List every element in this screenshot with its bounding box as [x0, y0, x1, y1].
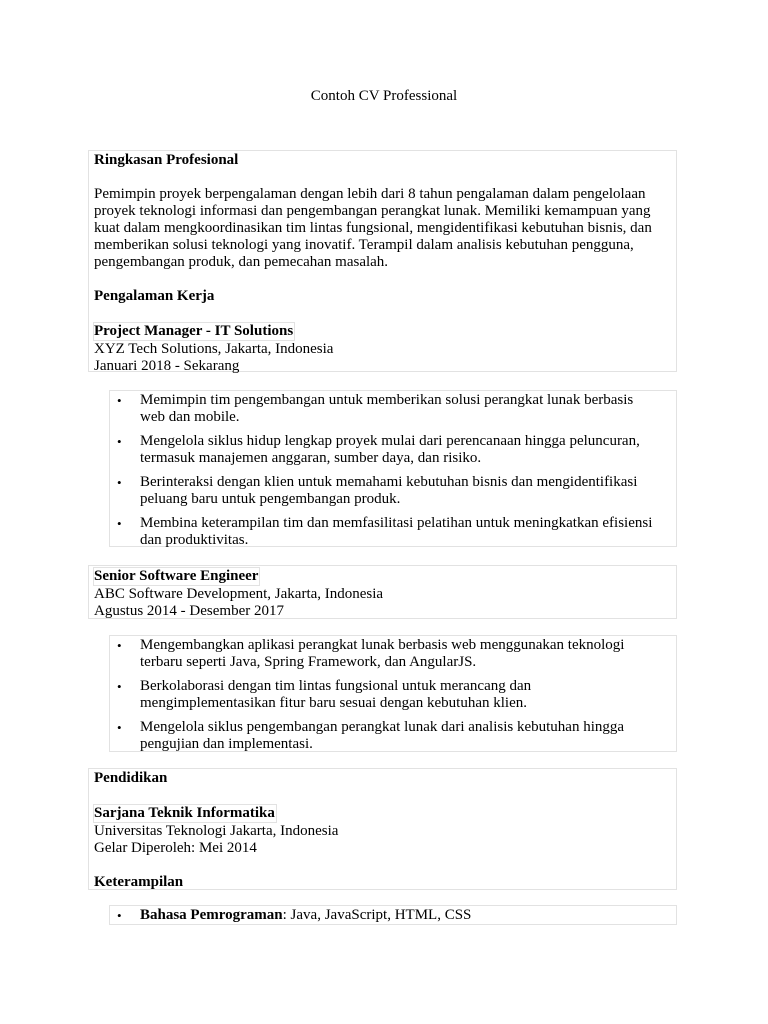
- bullet-icon: •: [117, 393, 122, 408]
- list-item-line: Mengembangkan aplikasi perangkat lunak berbasis web menggunakan teknologi: [140, 637, 625, 653]
- bullet-icon: •: [117, 434, 122, 449]
- list-item-line: terbaru seperti Java, Spring Framework, dan AngularJS.: [140, 654, 477, 670]
- job-responsibilities: [109, 390, 677, 547]
- list-item: [110, 637, 676, 671]
- school-name: Universitas Teknologi Jakarta, Indonesia: [94, 823, 339, 839]
- job-period: Agustus 2014 - Desember 2017: [94, 603, 284, 619]
- list-item-line: peluang baru untuk pengembangan produk.: [140, 491, 401, 507]
- bullet-icon: •: [117, 475, 122, 490]
- experience-heading: Pengalaman Kerja: [94, 288, 215, 304]
- job-period: Januari 2018 - Sekarang: [94, 358, 240, 374]
- bullet-icon: •: [117, 720, 122, 735]
- bullet-icon: •: [117, 516, 122, 531]
- list-item-line: web dan mobile.: [140, 409, 240, 425]
- list-item-line: Mengelola siklus hidup lengkap proyek mulai dari perencanaan hingga peluncuran,: [140, 433, 640, 449]
- summary-line: kuat dalam mengkoordinasikan tim lintas fungsional, mengidentifikasi kebutuhan bisnis, dan: [94, 220, 652, 236]
- list-item: [110, 907, 676, 924]
- graduation-date: Gelar Diperoleh: Mei 2014: [94, 840, 257, 856]
- job-company: XYZ Tech Solutions, Jakarta, Indonesia: [94, 341, 334, 357]
- degree-title: Sarjana Teknik Informatika: [94, 805, 275, 821]
- skill-value: : Java, JavaScript, HTML, CSS: [282, 907, 472, 923]
- skills-list: [109, 905, 677, 925]
- list-item: [110, 433, 676, 467]
- list-item: [110, 678, 676, 712]
- list-item-line: mengimplementasikan fitur baru sesuai dengan kebutuhan klien.: [140, 695, 527, 711]
- skills-heading: Keterampilan: [94, 874, 184, 890]
- bullet-icon: •: [117, 908, 122, 923]
- list-item-line: pengujian dan implementasi.: [140, 736, 313, 752]
- summary-line: memberikan solusi teknologi yang inovatif. Terampil dalam analisis kebutuhan pengguna,: [94, 237, 634, 253]
- summary-heading: Ringkasan Profesional: [94, 152, 239, 168]
- list-item-line: Membina keterampilan tim dan memfasilitasi pelatihan untuk meningkatkan efisiensi: [140, 515, 653, 531]
- list-item-line: Berinteraksi dengan klien untuk memahami kebutuhan bisnis dan mengidentifikasi: [140, 474, 638, 490]
- list-item-line: dan produktivitas.: [140, 532, 249, 548]
- list-item-line: Berkolaborasi dengan tim lintas fungsional untuk merancang dan: [140, 678, 532, 694]
- bullet-icon: •: [117, 638, 122, 653]
- summary-section: [88, 150, 677, 372]
- list-item: [110, 515, 676, 549]
- document-title: Contoh CV Professional: [310, 88, 458, 104]
- job-company: ABC Software Development, Jakarta, Indonesia: [94, 586, 384, 602]
- education-section: [88, 768, 677, 890]
- list-item-line: Mengelola siklus pengembangan perangkat lunak dari analisis kebutuhan hingga: [140, 719, 625, 735]
- bullet-icon: •: [117, 679, 122, 694]
- job-title: Project Manager - IT Solutions: [94, 323, 294, 339]
- job-header: [88, 565, 677, 619]
- summary-paragraph: [94, 186, 676, 271]
- summary-line: pengembangan produk, dan pemecahan masalah.: [94, 254, 389, 270]
- list-item: [110, 719, 676, 753]
- list-item: [110, 392, 676, 426]
- summary-line: Pemimpin proyek berpengalaman dengan lebih dari 8 tahun pengalaman dalam pengelolaan: [94, 186, 646, 202]
- job-title: Senior Software Engineer: [94, 568, 259, 584]
- list-item: [110, 474, 676, 508]
- list-item-line: termasuk manajemen anggaran, sumber daya, dan risiko.: [140, 450, 482, 466]
- list-item-line: Memimpin tim pengembangan untuk memberikan solusi perangkat lunak berbasis: [140, 392, 634, 408]
- job-responsibilities: [109, 635, 677, 752]
- education-heading: Pendidikan: [94, 770, 168, 786]
- skill-label: Bahasa Pemrograman: [140, 907, 283, 923]
- summary-line: proyek teknologi informasi dan pengembangan perangkat lunak. Memiliki kemampuan yang: [94, 203, 651, 219]
